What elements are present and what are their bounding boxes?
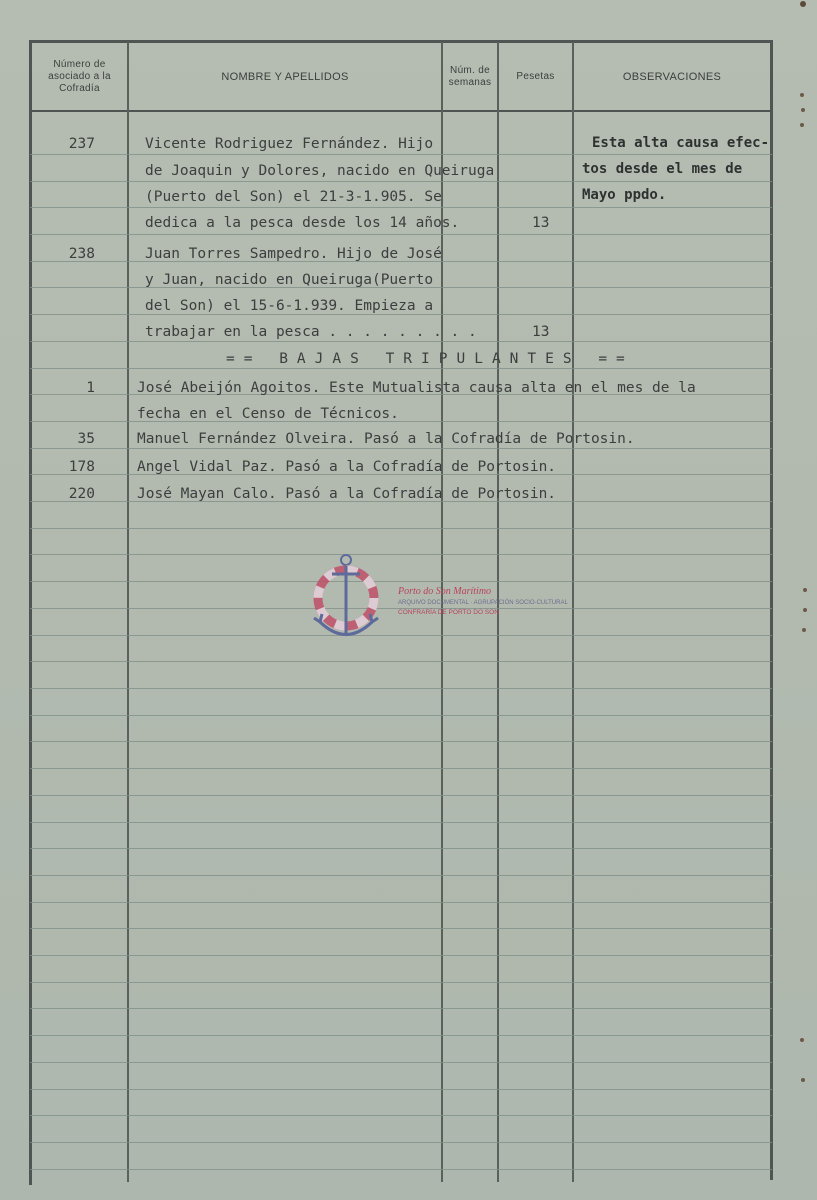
anchor-lifebuoy-icon: [310, 552, 396, 647]
header-semanas: Núm. de semanas: [448, 65, 492, 88]
ruled-line: [30, 314, 772, 315]
ruled-line: [30, 528, 772, 529]
entry-text-line: de Joaquin y Dolores, nacido en Queiruga: [145, 163, 495, 179]
header-nombre: NOMBRE Y APELLIDOS: [221, 71, 349, 83]
entry-text-line: trabajar en la pesca . . . . . . . . .: [145, 324, 477, 340]
baja-text-line: José Mayan Calo. Pasó a la Cofradía de Portosin.: [137, 486, 557, 502]
table-right-border: [770, 40, 773, 1180]
ruled-line: [30, 848, 772, 849]
ruled-line: [30, 1062, 772, 1063]
stamp-org: CONFRARÍA DE PORTO DO SON: [398, 609, 499, 616]
ruled-line: [30, 181, 772, 182]
ruled-line: [30, 715, 772, 716]
ruled-line: [30, 341, 772, 342]
ruled-line: [30, 1089, 772, 1090]
ruled-line: [30, 661, 772, 662]
ruled-line: [30, 368, 772, 369]
ruled-line: [30, 822, 772, 823]
archive-watermark: [310, 552, 568, 647]
baja-number: 220: [68, 486, 95, 502]
ruled-line: [30, 1035, 772, 1036]
observation-line: tos desde el mes de: [582, 161, 743, 177]
baja-text-line: Angel Vidal Paz. Pasó a la Cofradía de Portosin.: [137, 459, 557, 475]
baja-text-line: José Abeijón Agoitos. Este Mutualista causa alta en el mes de la: [137, 380, 696, 396]
baja-number: 1: [86, 380, 95, 396]
table-left-border: [29, 40, 32, 1185]
header-pesetas: Pesetas: [516, 71, 555, 82]
ruled-line: [30, 448, 772, 449]
ruled-line: [30, 955, 772, 956]
entry-text-line: dedica a la pesca desde los 14 años.: [145, 215, 460, 231]
entry-number: 238: [68, 246, 95, 262]
ruled-line: [30, 795, 772, 796]
ruled-line: [30, 1142, 772, 1143]
entry-text-line: Vicente Rodriguez Fernández. Hijo: [145, 136, 434, 152]
entry-text-line: del Son) el 15-6-1.939. Empieza a: [145, 298, 434, 314]
bajas-heading: == BAJAS TRIPULANTES ==: [226, 351, 634, 367]
baja-text-line: fecha en el Censo de Técnicos.: [137, 406, 399, 422]
header-divider: [30, 110, 772, 112]
stamp-subtitle: ARQUIVO DOCUMENTAL · AGRUPACIÓN SOCIO-CULTURAL: [398, 600, 568, 606]
paper-edge-marks: [795, 0, 817, 1200]
stamp-title: Porto do Son Marítimo: [398, 586, 492, 597]
ruled-line: [30, 688, 772, 689]
column-divider: [572, 42, 574, 1182]
ruled-line: [30, 1115, 772, 1116]
header-observaciones: OBSERVACIONES: [622, 71, 722, 83]
entry-text-line: y Juan, nacido en Queiruga(Puerto: [145, 272, 434, 288]
ruled-line: [30, 741, 772, 742]
ruled-line: [30, 982, 772, 983]
entry-text-line: (Puerto del Son) el 21-3-1.905. Se: [145, 189, 442, 205]
ruled-line: [30, 154, 772, 155]
entry-pesetas: 13: [532, 324, 550, 340]
ruled-line: [30, 902, 772, 903]
observation-line: Mayo ppdo.: [582, 187, 667, 203]
ruled-line: [30, 1008, 772, 1009]
entry-text-line: Juan Torres Sampedro. Hijo de José: [145, 246, 442, 262]
baja-number: 178: [68, 459, 95, 475]
ruled-line: [30, 768, 772, 769]
header-asociado: Número de asociado a la Cofradía: [48, 59, 111, 94]
ruled-line: [30, 875, 772, 876]
observation-line: Esta alta causa efec-: [592, 135, 770, 151]
entry-pesetas: 13: [532, 215, 550, 231]
ruled-line: [30, 928, 772, 929]
entry-number: 237: [68, 136, 95, 152]
baja-number: 35: [77, 431, 95, 447]
ruled-line: [30, 1169, 772, 1170]
column-divider: [127, 42, 129, 1182]
ruled-line: [30, 207, 772, 208]
baja-text-line: Manuel Fernández Olveira. Pasó a la Cofradía de Portosin.: [137, 431, 635, 447]
table-top-border: [30, 40, 772, 43]
ruled-line: [30, 234, 772, 235]
